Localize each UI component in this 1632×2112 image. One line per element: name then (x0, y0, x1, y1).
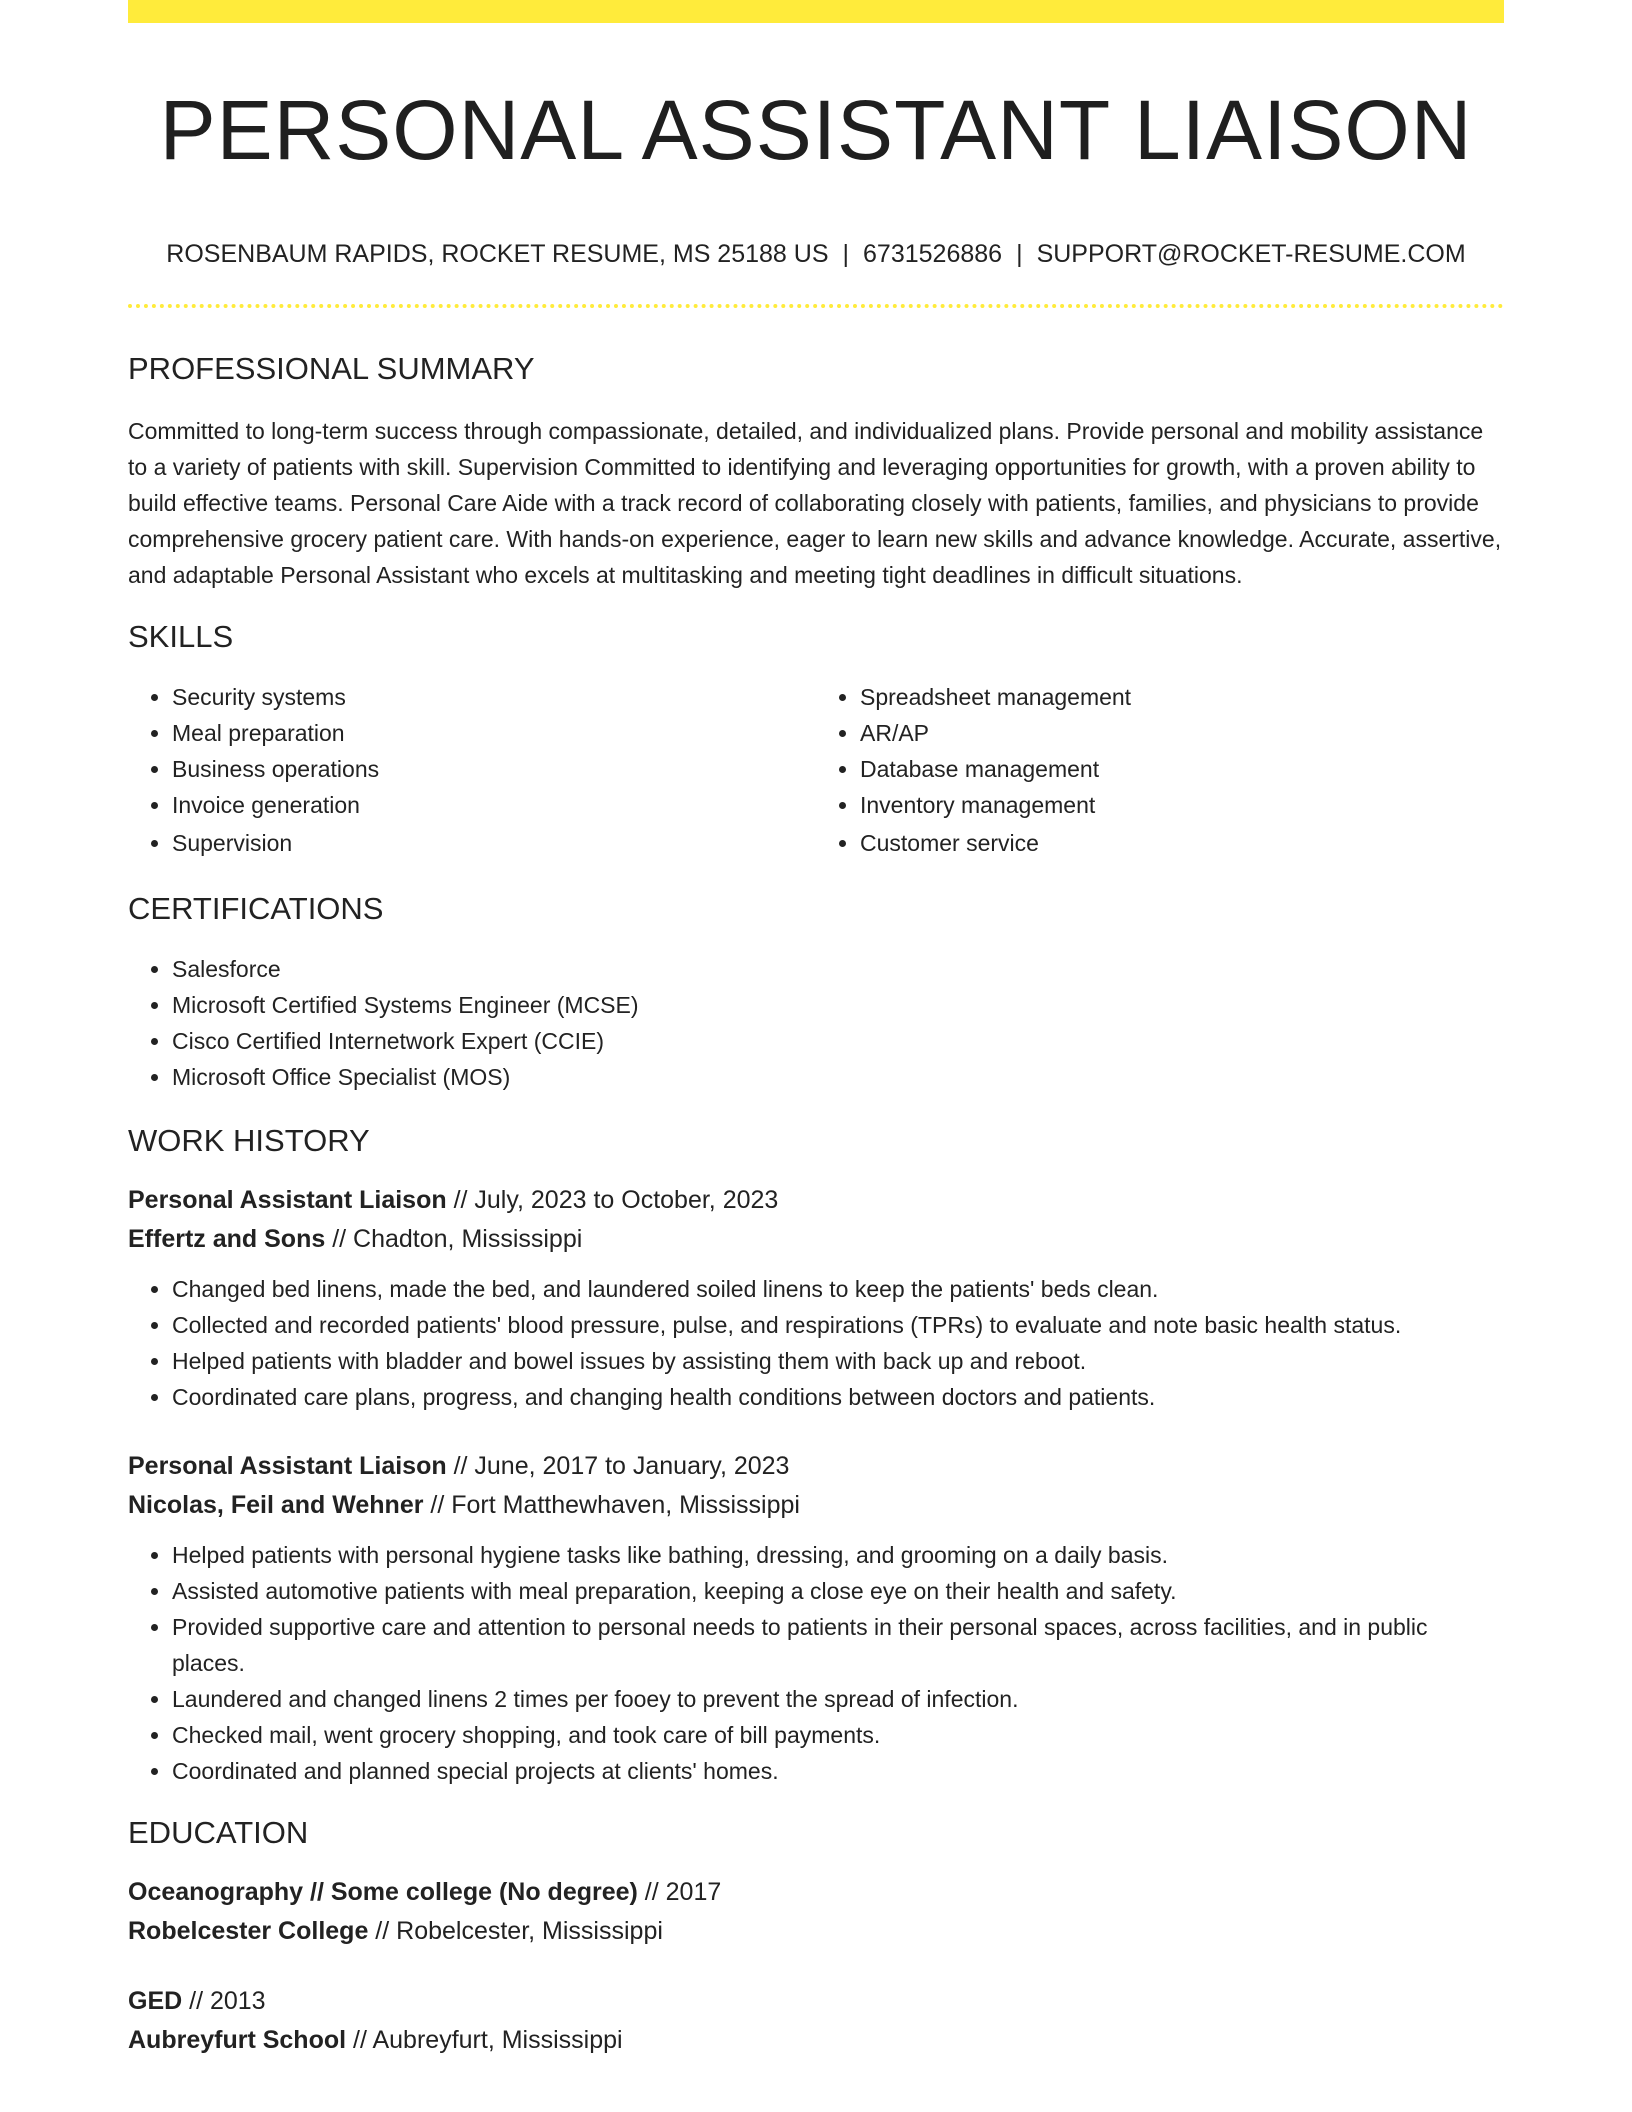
job-bullets (128, 1271, 1504, 1415)
skill-item: • Customer service (860, 825, 1504, 861)
skills-list-left (128, 679, 816, 861)
education-year: // 2013 (182, 1987, 266, 2015)
skill-item: • Invoice generation (172, 787, 816, 823)
job-bullet: • Checked mail, went grocery shopping, and took care of bill payments. (172, 1717, 1504, 1753)
certification-item: • Microsoft Office Specialist (MOS) (172, 1059, 1504, 1095)
contact-separator: | (842, 240, 850, 268)
education-degree: GED (128, 1987, 183, 2015)
job-title-line (128, 1447, 1504, 1486)
job-title-line (128, 1181, 1504, 1220)
education-heading: EDUCATION (128, 1815, 309, 1850)
skill-item: • Inventory management (860, 787, 1504, 823)
education-entry (128, 1982, 1504, 2060)
education-entry (128, 1873, 1504, 1951)
skills-list-right (816, 679, 1504, 861)
job-location: // Fort Matthewhaven, Mississippi (423, 1491, 800, 1519)
job-company-line (128, 1220, 1504, 1259)
job-bullet: • Changed bed linens, made the bed, and laundered soiled linens to keep the patients' beds clean. (172, 1271, 1504, 1307)
education-school: Robelcester College (128, 1917, 369, 1945)
education-degree-line (128, 1982, 1504, 2021)
job-bullet: • Helped patients with personal hygiene tasks like bathing, dressing, and grooming on a daily basis. (172, 1537, 1504, 1573)
education-school-line (128, 2021, 1504, 2060)
contact-email: SUPPORT@ROCKET-RESUME.COM (1036, 240, 1466, 268)
job-dates: // July, 2023 to October, 2023 (446, 1186, 779, 1214)
certifications-heading: CERTIFICATIONS (128, 891, 384, 926)
skills-columns (128, 679, 1504, 861)
dotted-divider (128, 304, 1504, 308)
job-bullet: • Collected and recorded patients' blood pressure, pulse, and respirations (TPRs) to evaluate and note basic health status. (172, 1307, 1504, 1343)
summary-heading: PROFESSIONAL SUMMARY (128, 351, 535, 386)
certifications-list (128, 951, 1504, 1095)
education-degree-line (128, 1873, 1504, 1912)
job-entry (128, 1447, 1504, 1789)
skill-item: • Business operations (172, 751, 816, 787)
education-location: // Aubreyfurt, Mississippi (346, 2026, 623, 2054)
skill-item: • Supervision (172, 825, 816, 861)
certification-item: • Salesforce (172, 951, 1504, 987)
contact-address: ROSENBAUM RAPIDS, ROCKET RESUME, MS 25188 US (166, 240, 829, 268)
certification-item: • Cisco Certified Internetwork Expert (CCIE) (172, 1023, 1504, 1059)
skill-item: • Spreadsheet management (860, 679, 1504, 715)
work-history-heading: WORK HISTORY (128, 1123, 370, 1158)
job-bullet: • Coordinated and planned special projects at clients' homes. (172, 1753, 1504, 1789)
job-dates: // June, 2017 to January, 2023 (446, 1452, 790, 1480)
summary-text: Committed to long-term success through compassionate, detailed, and individualized plans. Provide personal and mobility assistance to a variety of patients with skill. Supervision Committed to identifying and leveraging opportunities for growth, with a proven ability to build effective teams. Personal Care Aide with a track record of collaborating closely with patients, families, and physicians to provide comprehensive grocery patient care. With hands-on experience, eager to learn new skills and advance knowledge. Accurate, assertive, and adaptable Personal Assistant who excels at multitasking and meeting tight deadlines in difficult situations. (128, 418, 1502, 588)
job-entry (128, 1181, 1504, 1415)
skill-item: • Meal preparation (172, 715, 816, 751)
resume-content (128, 0, 1504, 2060)
education-school: Aubreyfurt School (128, 2026, 347, 2054)
education-degree: Oceanography // Some college (No degree) (128, 1878, 638, 1906)
job-company: Nicolas, Feil and Wehner (128, 1491, 424, 1519)
job-role: Personal Assistant Liaison (128, 1186, 447, 1214)
job-bullet: • Coordinated care plans, progress, and changing health conditions between doctors and patients. (172, 1379, 1504, 1415)
education-school-line (128, 1912, 1504, 1951)
job-bullets (128, 1537, 1504, 1789)
job-location: // Chadton, Mississippi (325, 1225, 583, 1253)
skills-heading: SKILLS (128, 619, 234, 654)
contact-separator: | (1016, 240, 1023, 268)
job-bullet: • Laundered and changed linens 2 times per fooey to prevent the spread of infection. (172, 1681, 1504, 1717)
job-role: Personal Assistant Liaison (128, 1452, 447, 1480)
certification-item: • Microsoft Certified Systems Engineer (MCSE) (172, 987, 1504, 1023)
education-location: // Robelcester, Mississippi (368, 1917, 663, 1945)
job-company-line (128, 1486, 1504, 1525)
job-bullet: • Assisted automotive patients with meal preparation, keeping a close eye on their health and safety. (172, 1573, 1504, 1609)
skill-item: • AR/AP (860, 715, 1504, 751)
job-bullet: • Provided supportive care and attention to personal needs to patients in their personal spaces, across facilities, and in public places. (172, 1609, 1504, 1681)
contact-phone: 6731526886 (863, 240, 1003, 268)
skill-item: • Database management (860, 751, 1504, 787)
job-company: Effertz and Sons (128, 1225, 326, 1253)
skill-item: • Security systems (172, 679, 816, 715)
education-year: // 2017 (637, 1878, 722, 1906)
contact-line (128, 239, 1504, 269)
job-bullet: • Helped patients with bladder and bowel issues by assisting them with back up and reboot. (172, 1343, 1504, 1379)
candidate-name: PERSONAL ASSISTANT LIAISON (159, 83, 1473, 177)
